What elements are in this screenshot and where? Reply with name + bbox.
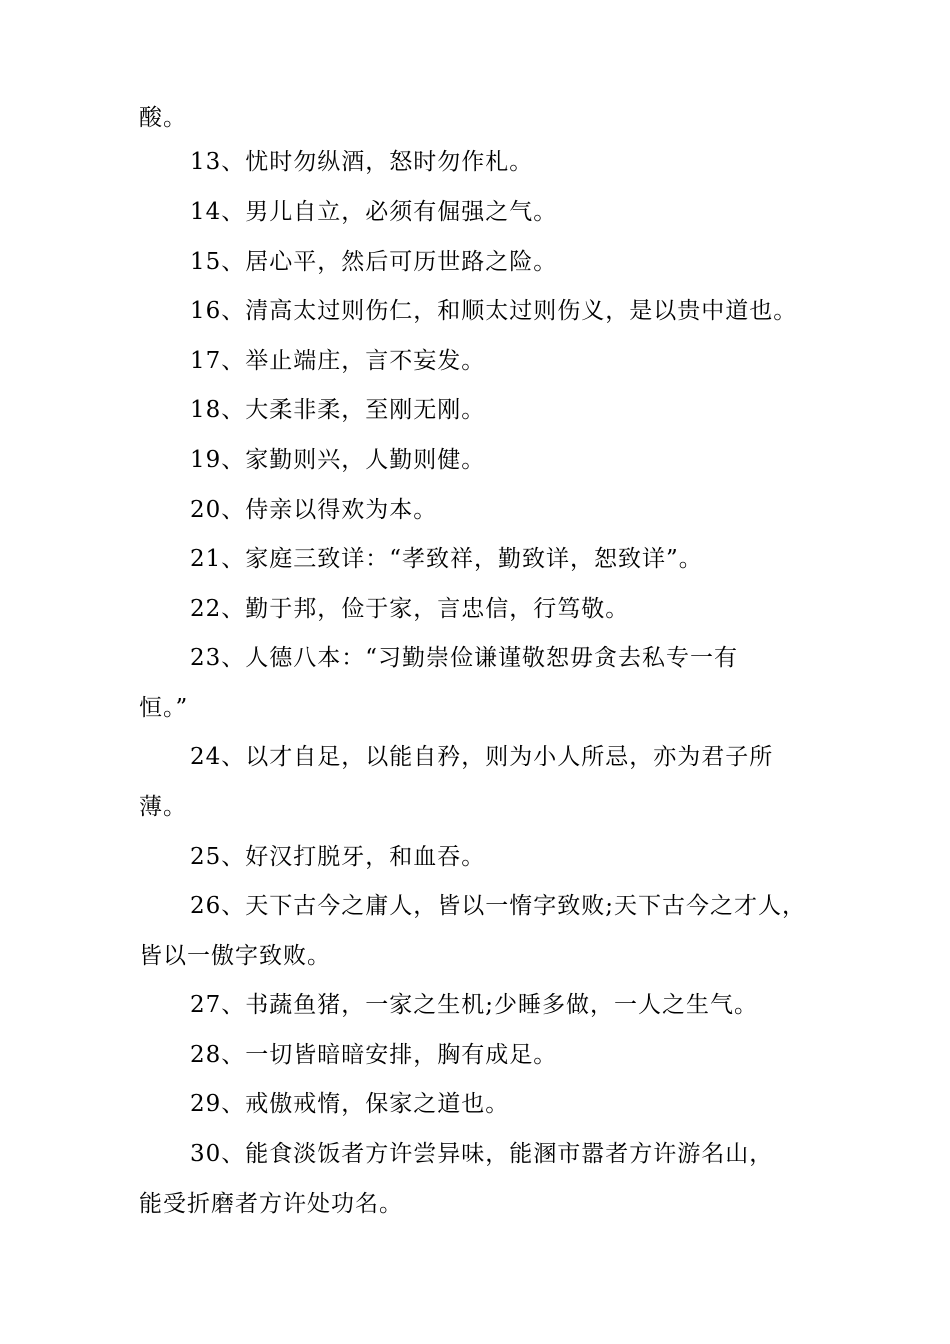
text-line-item-18: 18、大柔非柔，至刚无刚。 [190, 397, 486, 423]
text-line-item-24: 24、以才自足，以能自矜，则为小人所忌，亦为君子所 [190, 744, 774, 770]
text-line-item-23: 23、人德八本：“习勤崇俭谦谨敬恕毋贪去私专一有 [190, 645, 739, 671]
text-line-item-28: 28、一切皆暗暗安排，胸有成足。 [190, 1042, 558, 1068]
text-line-item-15: 15、居心平，然后可历世路之险。 [190, 249, 558, 275]
text-line-item-25: 25、好汉打脱牙，和血吞。 [190, 844, 486, 870]
text-line-item-13: 13、忧时勿纵酒，怒时勿作札。 [190, 149, 534, 175]
text-line-item-24-cont: 薄。 [139, 794, 187, 820]
text-line-continuation: 酸。 [139, 105, 187, 131]
text-line-item-19: 19、家勤则兴，人勤则健。 [190, 447, 486, 473]
text-line-item-30-cont: 能受折磨者方许处功名。 [139, 1191, 403, 1217]
text-line-item-30: 30、能食淡饭者方许尝异味，能溷市嚣者方许游名山， [190, 1141, 774, 1167]
text-line-item-29: 29、戒傲戒惰，保家之道也。 [190, 1091, 510, 1117]
text-line-item-17: 17、举止端庄，言不妄发。 [190, 348, 486, 374]
text-line-item-20: 20、侍亲以得欢为本。 [190, 497, 438, 523]
text-line-item-21: 21、家庭三致详：“孝致祥，勤致详，恕致详”。 [190, 546, 703, 572]
text-line-item-26: 26、天下古今之庸人，皆以一惰字致败;天下古今之才人， [190, 893, 807, 919]
text-line-item-14: 14、男儿自立，必须有倔强之气。 [190, 199, 558, 225]
text-line-item-27: 27、书蔬鱼猪，一家之生机;少睡多做，一人之生气。 [190, 992, 759, 1018]
text-line-item-23-cont: 恒。” [139, 695, 189, 721]
text-line-item-26-cont: 皆以一傲字致败。 [139, 943, 331, 969]
text-line-item-22: 22、勤于邦，俭于家，言忠信，行笃敬。 [190, 596, 630, 622]
text-line-item-16: 16、清高太过则伤仁，和顺太过则伤义，是以贵中道也。 [190, 298, 798, 324]
